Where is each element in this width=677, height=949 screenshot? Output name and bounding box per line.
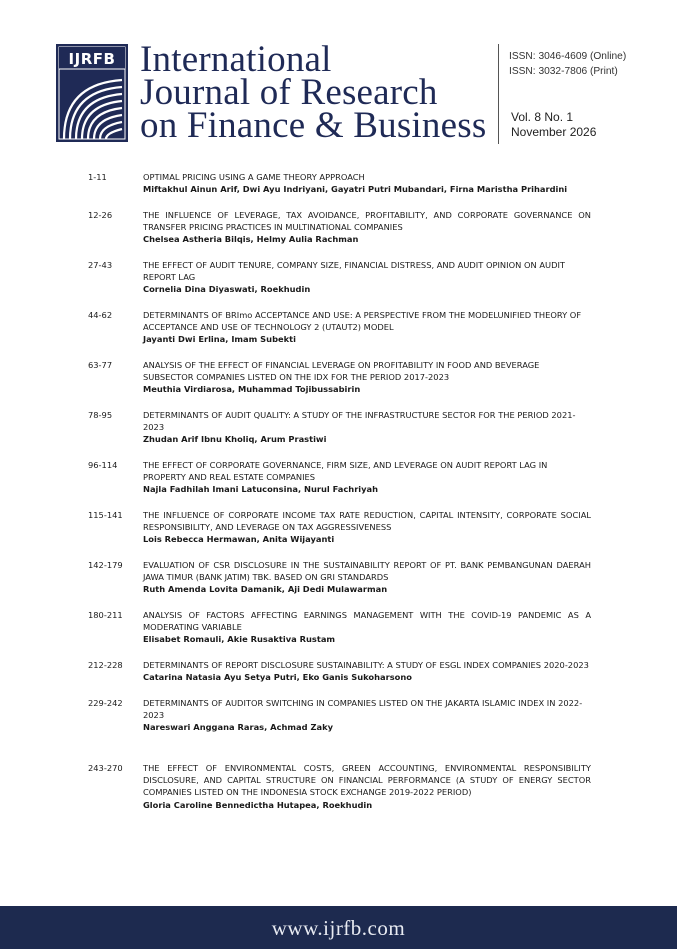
page-range: 78-95 [88,410,113,420]
journal-title-line3: on Finance & Business [140,105,487,146]
volume-block [511,110,596,140]
issn-print: ISSN: 3032-7806 (Print) [509,66,618,77]
journal-title-line2: Journal of Research [140,72,438,113]
article-title[interactable]: DETERMINANTS OF REPORT DISCLOSURE SUSTAINABILITY: A STUDY OF ESGL INDEX COMPANIES 2020-2023 [143,660,589,670]
journal-title-line1: International [140,39,332,80]
article-authors: Najla Fadhilah Imani Latuconsina, Nurul Fachriyah [143,484,379,495]
article-authors: Lois Rebecca Hermawan, Anita Wijayanti [143,534,335,545]
page-range: 63-77 [88,360,113,370]
page-range: 180-211 [88,610,123,620]
article-authors: Miftakhul Ainun Arif, Dwi Ayu Indriyani, Gayatri Putri Mubandari, Firna Maristha Prihardini [143,184,568,195]
article-title[interactable]: THE INFLUENCE OF CORPORATE INCOME TAX RATE REDUCTION, CAPITAL INTENSITY, CORPORATE SOCIAL RESPONSIBILITY, AND LEVERAGE ON TAX AGGRESSIVENESS [143,510,591,533]
page-range: 1-11 [88,172,107,182]
footer-bar [0,906,677,949]
article-authors: Zhudan Arif Ibnu Kholiq, Arum Prastiwi [143,434,327,445]
page-range: 142-179 [88,560,123,570]
page-range: 27-43 [88,260,113,270]
journal-title [140,39,487,146]
article-authors: Chelsea Astheria Bilqis, Helmy Aulia Rachman [143,234,359,245]
article-title[interactable]: ANALYSIS OF THE EFFECT OF FINANCIAL LEVERAGE ON PROFITABILITY IN FOOD AND BEVERAGE SUBSECTOR COMPANIES LISTED ON THE IDX FOR THE PERIOD 2017-2023 [143,360,540,383]
article-authors: Nareswari Anggana Raras, Achmad Zaky [143,722,334,733]
article-title[interactable]: DETERMINANTS OF BRImo ACCEPTANCE AND USE: A PERSPECTIVE FROM THE MODELUNIFIED THEORY OF ACCEPTANCE AND USE OF TECHNOLOGY 2 (UTAUT2) MODEL [143,310,582,333]
website-link[interactable]: www.ijrfb.com [271,916,406,940]
article-authors: Cornelia Dina Diyaswati, Roekhudin [143,284,311,295]
article-title[interactable]: THE EFFECT OF AUDIT TENURE, COMPANY SIZE, FINANCIAL DISTRESS, AND AUDIT OPINION ON AUDIT REPORT LAG [143,260,565,283]
page-range: 243-270 [88,763,123,773]
article-title[interactable]: OPTIMAL PRICING USING A GAME THEORY APPROACH [143,172,365,182]
page-range: 212-228 [88,660,123,670]
article-authors: Meuthia Virdiarosa, Muhammad Tojibussabirin [143,384,361,395]
article-title[interactable]: DETERMINANTS OF AUDIT QUALITY: A STUDY OF THE INFRASTRUCTURE SECTOR FOR THE PERIOD 2021-2023 [143,410,576,433]
article-title[interactable]: ANALYSIS OF FACTORS AFFECTING EARNINGS MANAGEMENT WITH THE COVID-19 PANDEMIC AS A MODERATING VARIABLE [143,610,591,633]
article-title[interactable]: EVALUATION OF CSR DISCLOSURE IN THE SUSTAINABILITY REPORT OF PT. BANK PEMBANGUNAN DAERAH JAWA TIMUR (BANK JATIM) TBK. BASED ON GRI STANDARDS [143,560,591,583]
journal-logo [56,44,128,142]
article-title[interactable]: DETERMINANTS OF AUDITOR SWITCHING IN COMPANIES LISTED ON THE JAKARTA ISLAMIC INDEX IN 2022-2023 [143,698,583,721]
issn-block [509,49,626,79]
header-divider [498,44,499,144]
page-range: 115-141 [88,510,123,520]
page-range: 96-114 [88,460,118,470]
volume-number: Vol. 8 No. 1 [511,110,574,124]
article-title[interactable]: THE EFFECT OF ENVIRONMENTAL COSTS, GREEN ACCOUNTING, ENVIRONMENTAL RESPONSIBILITY DISCLOSURE, AND CAPITAL STRUCTURE ON FINANCIAL PERFORMANCE (A STUDY OF ENERGY SECTOR COMPANIES LISTED ON THE INDONESIA STOCK EXCHANGE 2019-2022 PERIOD) [143,763,591,798]
article-authors: Gloria Caroline Bennedictha Hutapea, Roekhudin [143,799,373,810]
issn-online: ISSN: 3046-4609 (Online) [509,51,627,62]
article-authors: Jayanti Dwi Erlina, Imam Subekti [143,334,296,345]
page-range: 12-26 [88,210,113,220]
page-range: 44-62 [88,310,113,320]
page-range: 229-242 [88,698,123,708]
article-title[interactable]: THE INFLUENCE OF LEVERAGE, TAX AVOIDANCE, PROFITABILITY, AND CORPORATE GOVERNANCE ON TRANSFER PRICING PRACTICES IN MULTINATIONAL COMPANIES [143,210,591,233]
issue-date: November 2026 [511,125,597,139]
article-authors: Elisabet Romauli, Akie Rusaktiva Rustam [143,634,336,645]
logo-lettering: IJRFB [68,50,116,68]
article-title[interactable]: THE EFFECT OF CORPORATE GOVERNANCE, FIRM SIZE, AND LEVERAGE ON AUDIT REPORT LAG IN PROPERTY AND REAL ESTATE COMPANIES [143,460,548,483]
article-authors: Ruth Amenda Lovita Damanik, Aji Dedi Mulawarman [143,584,388,595]
article-authors: Catarina Natasia Ayu Setya Putri, Eko Ganis Sukoharsono [143,672,412,683]
